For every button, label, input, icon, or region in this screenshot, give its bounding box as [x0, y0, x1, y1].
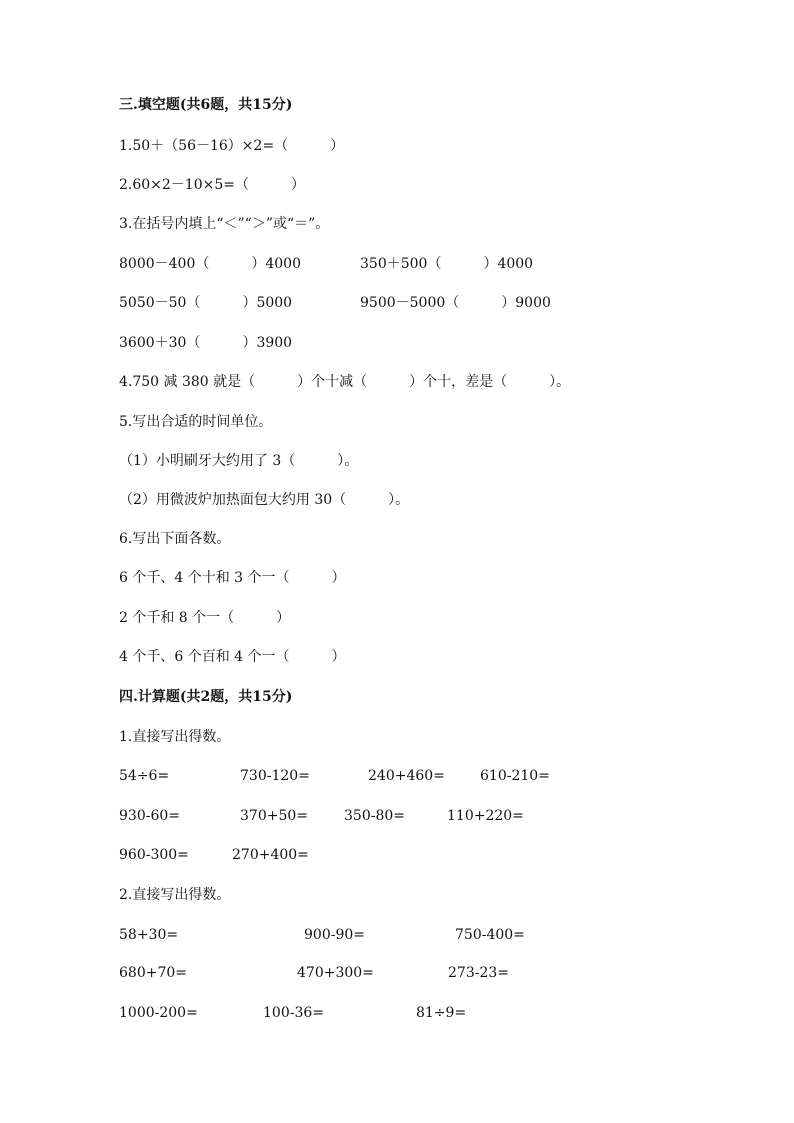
- calc-item: 930-60=: [119, 808, 180, 824]
- compare-item: 5050－50（ ）5000: [119, 295, 293, 311]
- calc-1-stem: 1.直接写出得数。: [119, 729, 231, 745]
- calc-item: 58+30=: [119, 927, 179, 943]
- question-6-part-1: 6 个千、4 个十和 3 个一（ ）: [119, 570, 346, 586]
- question-6-part-3: 4 个千、6 个百和 4 个一（ ）: [119, 649, 346, 665]
- calc-item: 273-23=: [448, 965, 509, 981]
- calc-item: 270+400=: [232, 847, 309, 863]
- calc-item: 370+50=: [240, 808, 308, 824]
- question-5-part-2: （2）用微波炉加热面包大约用 30（ ）。: [119, 492, 410, 508]
- compare-item: 8000－400（ ）4000: [119, 256, 301, 272]
- calc-item: 100-36=: [263, 1005, 324, 1021]
- compare-item: 9500－5000（ ）9000: [360, 295, 551, 311]
- question-5-part-1: （1）小明刷牙大约用了 3（ ）。: [119, 453, 359, 469]
- calc-item: 610-210=: [480, 768, 550, 784]
- calc-item: 350-80=: [344, 808, 405, 824]
- question-5-stem: 5.写出合适的时间单位。: [119, 414, 273, 430]
- calc-item: 750-400=: [455, 927, 525, 943]
- calc-item: 730-120=: [240, 768, 310, 784]
- calc-item: 81÷9=: [416, 1005, 467, 1021]
- section-4-heading: 四.计算题(共2题，共15分): [119, 689, 293, 705]
- calc-item: 240+460=: [368, 768, 445, 784]
- question-6-part-2: 2 个千和 8 个一（ ）: [119, 610, 291, 626]
- calc-item: 54÷6=: [119, 768, 170, 784]
- question-4: 4.750 减 380 就是（ ）个十减（ ）个十，差是（ ）。: [119, 374, 571, 390]
- question-2: 2.60×2－10×5=（ ）: [119, 177, 305, 193]
- section-3-heading: 三.填空题(共6题，共15分): [119, 97, 293, 113]
- calc-item: 680+70=: [119, 965, 187, 981]
- question-1: 1.50＋（56－16）×2=（ ）: [119, 138, 345, 154]
- calc-item: 900-90=: [304, 927, 365, 943]
- calc-item: 960-300=: [119, 847, 189, 863]
- calc-2-stem: 2.直接写出得数。: [119, 887, 231, 903]
- calc-item: 470+300=: [297, 965, 374, 981]
- question-6-stem: 6.写出下面各数。: [119, 531, 231, 547]
- compare-item: 350＋500（ ）4000: [360, 256, 534, 272]
- compare-item: 3600＋30（ ）3900: [119, 335, 293, 351]
- calc-item: 1000-200=: [119, 1005, 198, 1021]
- calc-item: 110+220=: [447, 808, 524, 824]
- question-3-stem: 3.在括号内填上“＜”“＞”或“＝”。: [119, 216, 330, 232]
